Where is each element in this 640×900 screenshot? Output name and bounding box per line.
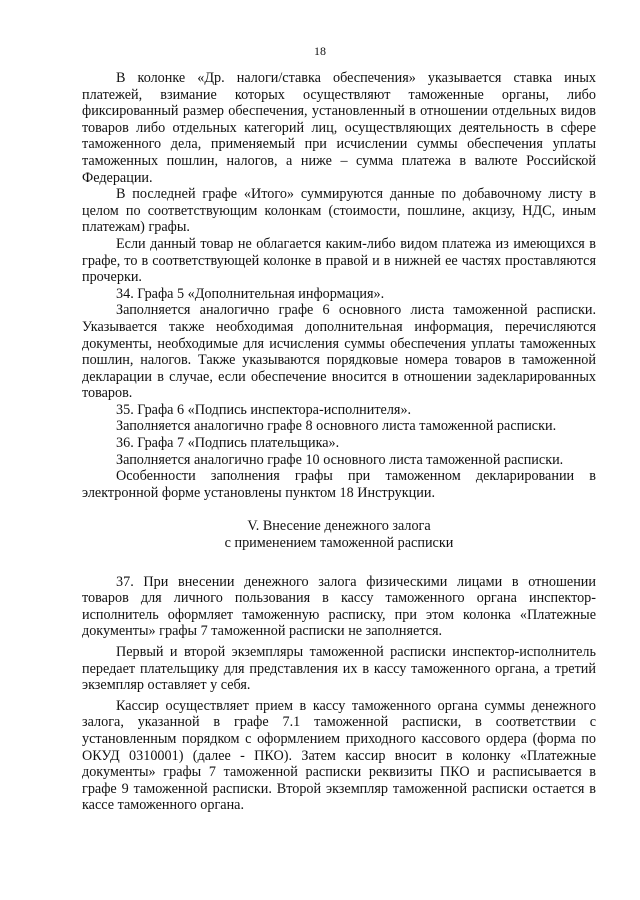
paragraph: Если данный товар не облагается каким-либо видом платежа из имеющихся в графе, то в соответствующей колонке в правой и в нижней ее частях проставляются прочерки.	[82, 235, 596, 286]
paragraph: Заполняется аналогично графе 8 основного листа таможенной расписки.	[116, 418, 557, 435]
paragraph: В колонке «Др. налоги/ставка обеспечения» указывается ставка иных платежей, взимание которых осуществляют таможенные органы, либо фиксированный размер обеспечения, установленный в отношении отдельных видов товаров либо отдельных категорий лиц, осуществляющих деятельность в сфере таможенного дела, применяемый при исчислении суммы обеспечения уплаты таможенных пошлин, налогов, а ниже – сумма платежа в валюте Российской Федерации.	[82, 70, 596, 186]
paragraph: Первый и второй экземпляры таможенной расписки инспектор-исполнитель передает плательщику для представления их в кассу таможенного органа, а третий экземпляр оставляет у себя.	[82, 644, 596, 694]
document-body	[82, 70, 596, 814]
paragraph: Кассир осуществляет прием в кассу таможенного органа суммы денежного залога, указанной в графе 7.1 таможенной расписки, в соответствии с установленным порядком с оформлением приходного кассового ордера (форма по ОКУД 0310001) (далее - ПКО). Затем кассир вносит в колонку «Платежные документы» графы 7 таможенной расписки реквизиты ПКО и расписывается в графе 9 таможенной расписки. Второй экземпляр таможенной расписки остается в кассе таможенного органа.	[82, 697, 596, 814]
section-heading-line1: V. Внесение денежного залога	[247, 518, 431, 535]
section-heading-line2: с применением таможенной расписки	[224, 535, 454, 552]
paragraph: 37. При внесении денежного залога физическими лицами в отношении товаров для личного пользования в кассу таможенного органа инспектор-исполнитель оформляет таможенную расписку, при этом колонка «Платежные документы» графы 7 таможенной расписки не заполняется.	[82, 573, 596, 640]
paragraph: Особенности заполнения графы при таможенном декларировании в электронной форме установлены пунктом 18 Инструкции.	[82, 468, 596, 501]
paragraph: Заполняется аналогично графе 10 основного листа таможенной расписки.	[116, 451, 564, 468]
paragraph: Заполняется аналогично графе 6 основного листа таможенной расписки. Указывается также необходимая дополнительная информация, перечисляются документы, необходимые для исчисления суммы обеспечения уплаты таможенных пошлин, налогов. Также указываются порядковые номера товаров в таможенной декларации в случае, если обеспечение вносится в отношении задекларированных товаров.	[82, 302, 596, 402]
page-number: 18	[314, 44, 326, 58]
paragraph: В последней графе «Итого» суммируются данные по добавочному листу в целом по соответствующим колонкам (стоимости, пошлине, акцизу, НДС, иным платежам) графы.	[82, 186, 596, 236]
paragraph: 36. Графа 7 «Подпись плательщика».	[116, 435, 340, 452]
section-heading	[82, 518, 596, 551]
paragraph: 34. Графа 5 «Дополнительная информация».	[116, 285, 385, 302]
paragraph: 35. Графа 6 «Подпись инспектора-исполнителя».	[116, 401, 412, 418]
